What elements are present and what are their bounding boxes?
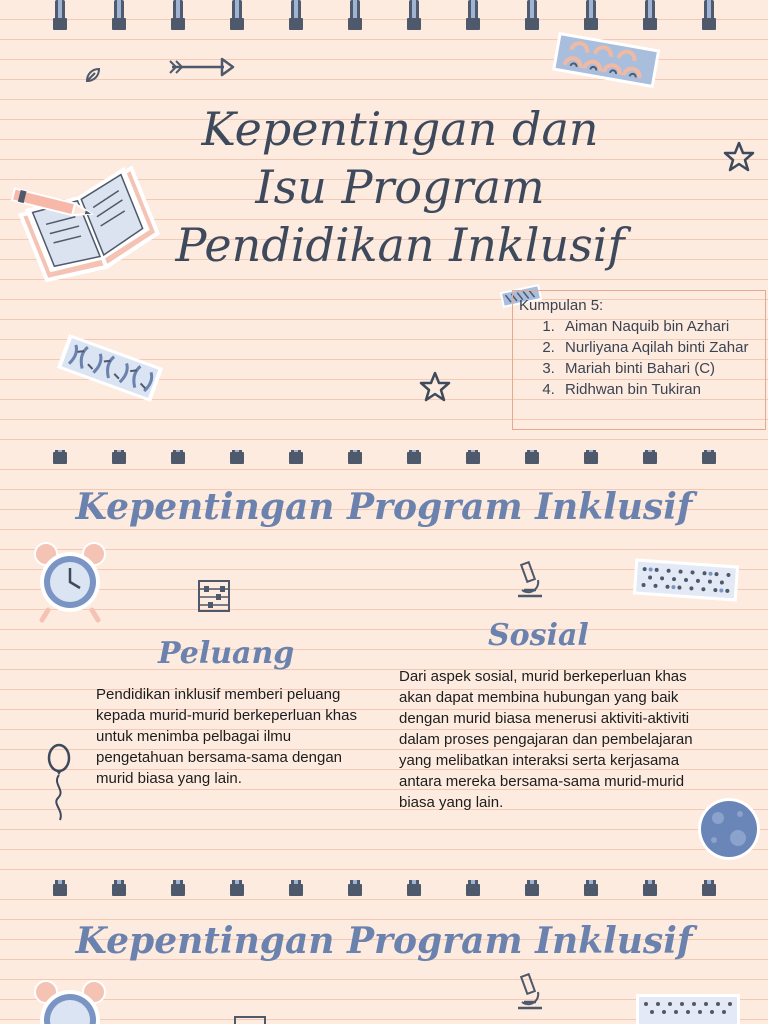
microscope-icon	[514, 560, 546, 600]
washi-tape-icon	[630, 556, 742, 604]
binding-ring	[53, 0, 67, 30]
binding-ring	[584, 0, 598, 30]
binding-ring	[53, 450, 67, 464]
binding-ring	[407, 880, 421, 896]
spiral-binding	[0, 450, 768, 466]
washi-tape-icon	[632, 990, 744, 1024]
pencil-icon	[2, 180, 102, 230]
peluang-heading: Peluang	[158, 636, 295, 671]
alarm-clock-icon	[28, 536, 112, 624]
planet-icon	[696, 796, 762, 862]
leaf-icon	[84, 66, 104, 84]
content-slide-1	[0, 450, 768, 880]
sosial-heading: Sosial	[488, 618, 589, 653]
star-icon	[722, 140, 756, 174]
main-title	[110, 100, 690, 274]
binding-ring	[702, 0, 716, 30]
title-line: Kepentingan dan	[201, 102, 599, 156]
binding-ring	[112, 880, 126, 896]
section-title: Kepentingan Program Inklusif	[75, 486, 693, 528]
binding-ring	[348, 0, 362, 30]
binding-ring	[584, 450, 598, 464]
binding-ring	[289, 880, 303, 896]
binding-ring	[171, 450, 185, 464]
sosial-text: Dari aspek sosial, murid berkeperluan khas akan dapat membina hubungan yang baik dengan murid biasa menerusi aktiviti-aktiviti dalam proses pengajaran dan pembelajaran yang melibatkan interaksi serta kerjasama antara mereka bersama-sama murid-murid biasa yang lain.	[399, 668, 693, 811]
binding-ring	[348, 450, 362, 464]
member-item: 3. Mariah binti Bahari (C)	[559, 358, 759, 379]
binding-ring	[289, 450, 303, 464]
binding-ring	[466, 0, 480, 30]
binding-ring	[407, 0, 421, 30]
group-label: Kumpulan 5:	[519, 297, 604, 314]
binding-ring	[525, 450, 539, 464]
microscope-icon	[514, 972, 546, 1012]
binding-ring	[525, 880, 539, 896]
balloon-icon	[44, 742, 74, 824]
binding-ring	[643, 880, 657, 896]
binding-ring	[466, 450, 480, 464]
binding-ring	[584, 880, 598, 896]
abacus-icon	[196, 578, 232, 614]
star-icon	[418, 370, 452, 404]
members-list	[519, 316, 759, 400]
spiral-binding	[0, 880, 768, 898]
content-slide-2	[0, 880, 768, 1024]
binding-ring	[112, 0, 126, 30]
title-line: Pendidikan Inklusif	[175, 218, 625, 272]
binding-ring	[466, 880, 480, 896]
title-line: Isu Program	[255, 160, 545, 214]
washi-tape-icon	[548, 30, 664, 92]
binding-ring	[702, 450, 716, 464]
binding-ring	[230, 0, 244, 30]
binding-ring	[171, 880, 185, 896]
binding-ring	[643, 450, 657, 464]
abacus-icon	[232, 1014, 268, 1024]
alarm-clock-icon	[28, 974, 112, 1024]
binding-ring	[702, 880, 716, 896]
binding-ring	[230, 880, 244, 896]
washi-tape-icon	[52, 328, 168, 408]
binding-ring	[171, 0, 185, 30]
binding-ring	[348, 880, 362, 896]
binding-ring	[643, 0, 657, 30]
binding-ring	[112, 450, 126, 464]
binding-ring	[230, 450, 244, 464]
peluang-text: Pendidikan inklusif memberi peluang kepada murid-murid berkeperluan khas untuk menimba pelbagai ilmu pengetahuan bersama-sama dengan murid biasa yang lain.	[96, 686, 357, 787]
member-item: 4. Ridhwan bin Tukiran	[559, 379, 759, 400]
member-item: 2. Nurliyana Aqilah binti Zahar	[559, 337, 759, 358]
binding-ring	[525, 0, 539, 30]
arrow-icon	[166, 56, 236, 78]
binding-ring	[289, 0, 303, 30]
binding-ring	[407, 450, 421, 464]
member-item: 1. Aiman Naquib bin Azhari	[559, 316, 759, 337]
cover-slide	[0, 0, 768, 450]
section-title: Kepentingan Program Inklusif	[75, 920, 693, 962]
group-members-box	[512, 290, 766, 430]
spiral-binding	[0, 0, 768, 32]
binding-ring	[53, 880, 67, 896]
